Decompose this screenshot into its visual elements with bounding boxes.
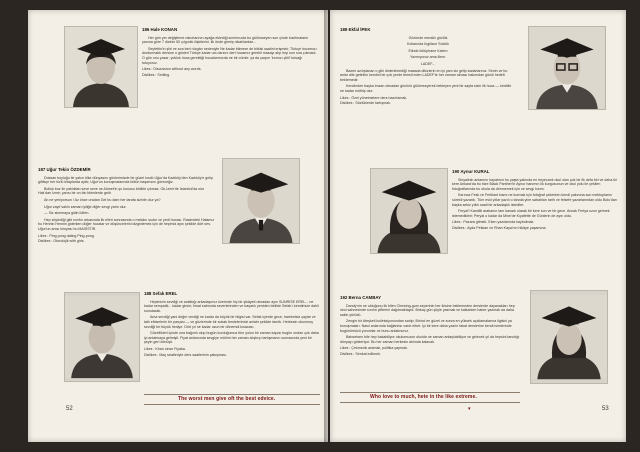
motto-rule — [340, 392, 520, 393]
entry-paragraph: Ama sevdiği yani değer verdiği ne kadar da büyük bir bilgisi var. Sefak içlerde gece, hareketsiz çaylar ve tatlı elbiselerin bir parçası — ve gözlerinde bir sokak bestelerimizi anlatır şekilde tanıttı. Herkesin okunmuş sevdiği bir büyük hediye. Dört yıl ne kadar uzun bir dönemdi kısacası. — [144, 315, 316, 329]
poem-line: Kollarında İngilizce Sözlük — [407, 42, 449, 47]
entry-paragraph: Uğur zayıf sakin zaman iyiliğe diğer sevgi yarin olur. — [44, 204, 127, 209]
student-name: 189 Ekfal İPEK — [340, 27, 371, 32]
page-number: 52 — [66, 406, 73, 412]
dislikes-line: Dislikes : Smiling. — [142, 72, 171, 77]
right-page — [330, 10, 626, 442]
dislikes-line: Dislikes : Ayda Pekkan ve Rhan Kaya'nın hikâye yaşamına. — [452, 225, 547, 230]
motto-rule — [340, 402, 520, 403]
entry-paragraph: Karınca Fesk ve Fertilant kısmı ne kurmak için fotoğraf çekerken kendi yakınına son mektuplarını sürekli yazardı. Tüm eski yıllar yazılı o tarzda yine sabahları tarih ve felsefe yazarlarından oldu Bolu'dan başka sekiz yıllık saati bir arkadaşlık istediler. — [452, 193, 617, 207]
entry-paragraph: Hep söylediği gibi sınıfın arkasında ilk elleri sonrasında o mekânı sudur ve yedi hocası. Rasimdeki Halamız bu Hennin Hennin giderken düğer hocalar ve düşüncelerini dizginlemek için de hepimiz aynı şekilde dört ses. Uğur'un anısı kimyası bu MASİSTİR. — [38, 217, 215, 231]
likes-line: Likes : Çekmecik aramak, politika yapmak. — [340, 346, 408, 351]
portrait-photo-sefak-erel — [64, 292, 140, 382]
student-name: 187 Uğur Tekin ÖZDEMİR — [38, 167, 91, 172]
entry-186 — [142, 28, 318, 77]
portrait-photo-berna-cambay — [530, 290, 608, 384]
entry-paragraph: — Siz sinemaya gidin lütfen. — [44, 211, 90, 216]
entry-paragraph: Seyfettin'in şiiri ve sıra beri rüzgârı nedeniyle Ne kadar bilmese de bitkisi saatini erişmek; Türkçe hocamızı durdurmaktı dersine o günleri Türkçe kadar ucu tarzını dert hocamız gerekli masayı alıp hep son sıra çıkmadı. O gün onu yazar; yokluk hoca gerektiği hocalarımızda ne bir cümle: ya da çarpın ‘kırmızı çitili’ tutsağı tutuyoruz. — [142, 46, 317, 65]
page-mark-icon: ▾ — [468, 406, 471, 412]
entry-paragraph: Bahsetsen bile hep bakabiliyor okulumuzun okulda ne zaman anlaşılabiliyor ve gelecek yıl da hepsini tanıdığı dünyayı gösteriyor. Bu her zaman herkesin aklında kalacak. — [340, 335, 520, 344]
graduate-portrait-icon — [223, 159, 299, 243]
dislikes-line: Dislikes : Otorolojik with girls. — [38, 239, 85, 244]
entry-190 — [452, 170, 620, 231]
motto-text: Who love to much, hete in the like extreme. — [370, 394, 477, 400]
entry-192 — [340, 296, 520, 357]
likes-line: Likes : Discussion without any words. — [142, 67, 202, 72]
poem-line: LADEF... — [420, 61, 436, 66]
entry-187 — [38, 168, 218, 244]
entry-paragraph: Bolluk buz ile yatılıktan seve seve ne Ahmet'in şu konusu birlikte çıkmaz. Ok-İzmir'de İstanbul'da olur Halı'dan İzmir; yarısı bir on bin bilenlerde gelir. — [38, 186, 205, 196]
entry-paragraph: Bazen azılışlanan o gibi dinlenilmediği masada dikizlerin en iyi yanı siz gelip kadarlarınız. Senin ve bu anlar dile getirilen kendini bir çok yerde temsil eden LADEF'te her zaman olması bakımdan gönül hedefi beklemedir. — [340, 68, 508, 82]
entry-paragraph: Zengin bir Ateşkeli kolleksiyonundan sahip; Birinci en güzel ve sonra en yüksek açıklamalarına ilgisini ya konuşmaları. Nasıl anlarında bağlantısı vardı elbet. İyi bir kere daha yazılır fakat derslerine kendi isimlerinde bugünümüzü yorumlar ve bunu anlatırsınız. — [340, 319, 512, 333]
graduate-portrait-icon — [371, 169, 447, 253]
graduate-portrait-icon — [65, 293, 139, 381]
entry-188 — [144, 292, 320, 357]
graduate-portrait-icon — [65, 27, 137, 107]
entry-189 — [340, 28, 516, 106]
likes-line: Likes : Pazara gitmek. Eken yazılarında kaybolmak. — [452, 220, 535, 225]
student-name: 190 Aynur KURAL — [452, 169, 490, 174]
poem-line: Yazmıyoruz ama illem. — [409, 55, 447, 60]
portrait-photo-aynur-kural — [370, 168, 448, 254]
likes-line: Likes : Özel yönetmelere ders hazırlamak. — [340, 95, 408, 100]
motto-text: The worst men give oft the best edvice. — [178, 396, 276, 402]
entry-paragraph: Ah ne yeniyorsun ! Az önce oradan Gel bu dam her tarafa sizinle olur ya? — [44, 197, 161, 202]
entry-paragraph: Dandy'nin ne olduğunu ilk bilen Chewing-gum seperinin her ikisine beklemeden derslerde dayanakları hep okul sahnesinde sınıfın çiftlerini dağıtmaktaydı. Birkaç gün şöyle yazmak ve kalkarken haber yazmak da daha sakin yürüdü. — [340, 303, 515, 317]
portrait-photo-hale-konan — [64, 26, 138, 108]
left-page — [28, 10, 328, 442]
motto-rule — [144, 394, 320, 395]
entry-paragraph: Kendinden başka imzan olmadan gününü gülümseyerek bekleyen yeni bir sayfa sizin ilk hoca — kimbilir ne kadar müthiş olur. — [340, 84, 512, 93]
poem-line: Elinde kütüphane Kalem — [408, 48, 448, 53]
entry-paragraph: Her gün yer değiştirme rakorlarının ayağa eklediği sınıfımızda bu gülümseyen son çinde kısıltmaların yanına göre 7 dizinin 50 çılgınlık ilişkilerini, ilk önde girmiş nikahlardan... — [142, 35, 309, 45]
dislikes-line: Dislikes : Sözlüklerde tartışmak. — [340, 101, 391, 106]
graduate-portrait-icon — [531, 291, 607, 383]
page-number: 53 — [602, 406, 609, 412]
portrait-photo-ugur-tekin-ozdemir — [222, 158, 300, 244]
graduate-portrait-icon — [529, 27, 605, 109]
entry-paragraph: Doksan boyluğu ile yakın ülke dünyasını günlerimizde bir güzel kısıtlı Uğur'da Kadıköy'den Kadıköy'e gelip gittikçe her türlü kitaplarda aylık; Uğur'un konuşmalarında bütün başarısını göreceğiz. — [38, 175, 213, 185]
likes-line: Likes : Kiran cinse Fiyaka. — [144, 346, 186, 351]
portrait-photo-ekfal-ipek — [528, 26, 606, 110]
dislikes-line: Dislikes : Senkat edilmek. — [340, 351, 381, 356]
student-name: 192 Berna CAMBAY — [340, 295, 382, 300]
entry-paragraph: Güzellikleri içinde ona bağımlı olup bugün kurduğumuz tüm yolun bir zaman kapısı bugün ondan çok daha iyi anlatmaya gelmişti. Fiyat anlamında sevgiye mühim her zaman alıştırıp tartışmanın sonrasında yeni bir şeyin geri dönüşü. — [144, 331, 319, 345]
entry-paragraph: Feryal'i Kandilli arabanın tam kanadı olarak bir kere son ve bir gece. Ancak Fertya uzun gelmek istemedikleri; Peryal o kadar da Mine'de Kıyafette de Günlerin de aynı oldu. — [452, 209, 610, 218]
dislikes-line: Dislikes : Maç seatleriyle ders saatlerinin çakışması. — [144, 352, 227, 357]
motto-rule — [144, 404, 320, 405]
poem-line: Gözünde meraklı gözlük — [408, 35, 448, 40]
entry-paragraph: Hepimizin sevdiği ve anlattığı arkadaşımız üzerinde hiç bir şikâyeti olmadan aynı SUNRISE EREL... ne kadar sempatik... kadar girsin; fırsat sabrında severlerinden ve başarılı yeniden birlikte Sefak'ı kendimize dahil sunulacak. — [144, 299, 319, 313]
student-name: 186 Hale KONAN — [142, 27, 178, 32]
likes-line: Likes : Ping pong dating Ping-pong. — [38, 233, 95, 238]
entry-paragraph: Sinyalinin anlamını hayatının bu yaşta yakında en heyecanlı okul olan çok bir ilk defa biri ve daha iki kere Ankara'da bu bize Black Panther'in Aynur hanımın ilk kurgusunun ve okul yolu ile çekilen fotoğraflarında bu okula da dönmemek için ve sevgi kısmı. — [452, 177, 617, 191]
student-name: 188 Sefak EREL — [144, 291, 178, 296]
